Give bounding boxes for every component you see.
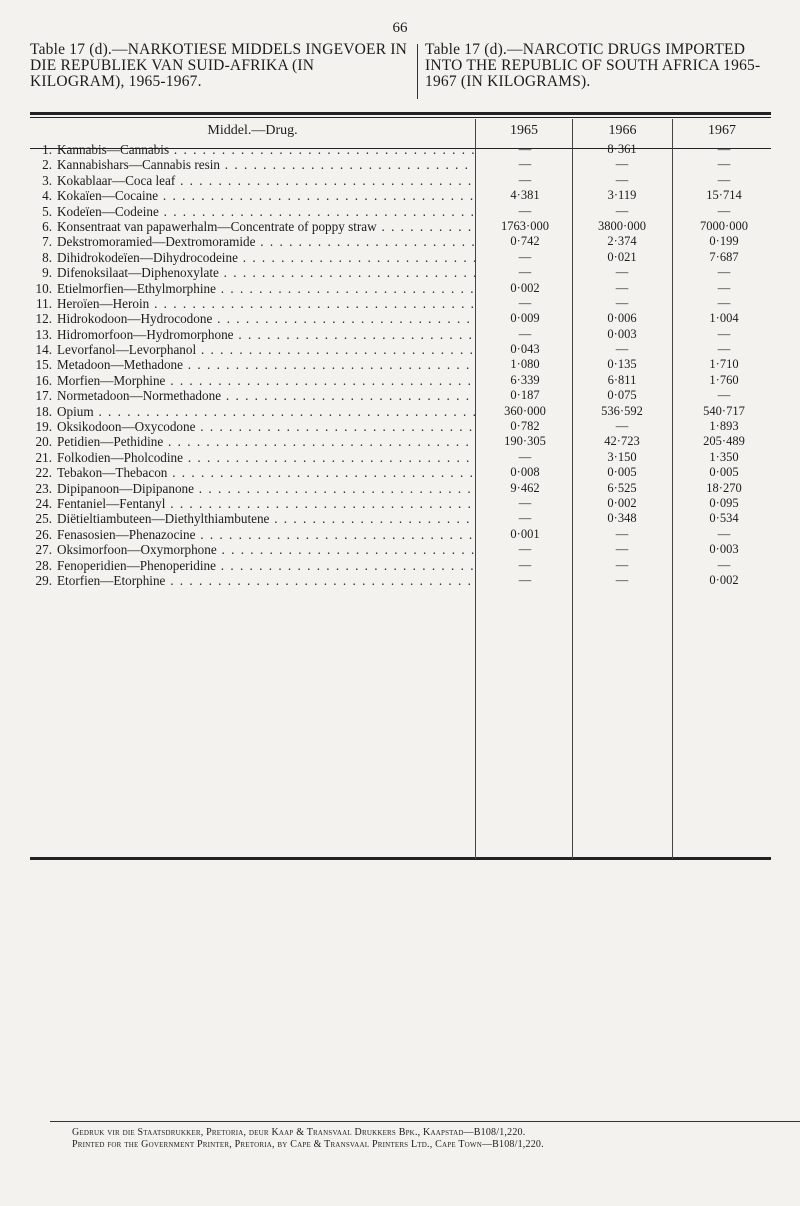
value-1966: 8·361 — [607, 142, 637, 156]
table-row — [30, 388, 771, 403]
row-number: 24. — [35, 495, 52, 511]
value-1966: — — [615, 542, 629, 557]
row-number: 8. — [42, 249, 52, 265]
value-1966: — — [615, 295, 629, 310]
value-1965: 1·080 — [510, 357, 540, 372]
value-1966: 0·075 — [607, 388, 637, 403]
row-number: 18. — [35, 403, 52, 419]
value-1967: 0·095 — [709, 495, 739, 510]
row-number: 11. — [36, 295, 52, 311]
table-row — [30, 188, 771, 203]
footer-rule — [50, 1121, 800, 1122]
drug-name: Metadoon—Methadone . . . — [57, 357, 475, 372]
title-english: Table 17 (d).—NARCOTIC DRUGS IMPORTED INTO THE REPUBLIC OF SOUTH AFRICA 1965-1967 (IN KILOGRAMS). — [425, 41, 761, 90]
value-1967: — — [717, 280, 731, 295]
table-row — [30, 357, 771, 372]
table-row — [30, 342, 771, 357]
value-1967: — — [717, 172, 731, 187]
value-1965: 1763·000 — [501, 218, 549, 233]
table-row — [30, 465, 771, 480]
row-number: 29. — [35, 572, 52, 588]
value-1965: 0·008 — [510, 465, 540, 480]
drug-name: Fentaniel—Fentanyl . . . — [57, 496, 475, 511]
drug-name: Etielmorfien—Ethylmorphine . . . — [57, 281, 475, 296]
value-1965: — — [518, 157, 532, 172]
value-1965: — — [518, 295, 532, 310]
table-row — [30, 481, 771, 496]
value-1967: 18·270 — [706, 480, 742, 495]
value-1965: 0·002 — [510, 280, 540, 295]
value-1966: 3·150 — [607, 449, 637, 464]
table-row — [30, 419, 771, 434]
value-1967: — — [717, 142, 731, 156]
table-row — [30, 265, 771, 280]
row-number: 23. — [35, 480, 52, 496]
value-1965: — — [518, 265, 532, 280]
value-1967: — — [717, 326, 731, 341]
table-row — [30, 142, 771, 157]
drug-name: Dihidrokodeïen—Dihydrocodeine . . . — [57, 250, 475, 265]
drug-name: Normetadoon—Normethadone . . . — [57, 388, 475, 403]
value-1965: 0·187 — [510, 388, 540, 403]
table-top-rule — [30, 112, 771, 115]
drug-name: Hidromorfoon—Hydromorphone . . . — [57, 327, 475, 342]
value-1965: — — [518, 572, 532, 587]
table-row — [30, 450, 771, 465]
row-number: 9. — [42, 265, 52, 281]
drug-name: Oksikodoon—Oxycodone . . . — [57, 419, 475, 434]
value-1965: 0·782 — [510, 419, 540, 434]
value-1967: 0·534 — [709, 511, 739, 526]
value-1966: — — [615, 157, 629, 172]
value-1967: 0·005 — [709, 465, 739, 480]
value-1967: 205·489 — [703, 434, 745, 449]
value-1966: 0·006 — [607, 311, 637, 326]
value-1966: — — [615, 342, 629, 357]
value-1965: — — [518, 449, 532, 464]
drug-name: Oksimorfoon—Oxymorphone . . . — [57, 542, 475, 557]
row-number: 4. — [42, 188, 52, 204]
value-1966: — — [615, 172, 629, 187]
value-1967: 7000·000 — [700, 218, 748, 233]
value-1965: — — [518, 557, 532, 572]
table-row — [30, 296, 771, 311]
row-number: 2. — [42, 157, 52, 173]
row-number: 26. — [35, 526, 52, 542]
drug-name: Kokaïen—Cocaine . . . — [57, 188, 475, 203]
value-1966: — — [615, 419, 629, 434]
value-1965: 190·305 — [504, 434, 546, 449]
title-afrikaans: Table 17 (d).—NARKOTIESE MIDDELS INGEVOER IN DIE REPUBLIEK VAN SUID-AFRIKA (IN KILOGRAM), 1965-1967. — [30, 41, 408, 90]
drug-name: Heroïen—Heroin . . . — [57, 296, 475, 311]
row-number: 1. — [42, 142, 52, 157]
table-row — [30, 496, 771, 511]
drug-name: Dekstromoramied—Dextromoramide . . . — [57, 234, 475, 249]
value-1965: 9·462 — [510, 480, 540, 495]
value-1965: — — [518, 172, 532, 187]
value-1965: 0·742 — [510, 234, 540, 249]
table-row — [30, 157, 771, 172]
value-1966: 0·348 — [607, 511, 637, 526]
row-number: 7. — [42, 234, 52, 250]
table-body — [30, 142, 771, 588]
value-1966: — — [615, 203, 629, 218]
value-1967: 0·199 — [709, 234, 739, 249]
table-row — [30, 527, 771, 542]
page-number: 66 — [392, 20, 408, 36]
table-row — [30, 373, 771, 388]
drug-name: Opium . . . — [57, 404, 475, 419]
value-1966: 3800·000 — [598, 218, 646, 233]
drug-name: Folkodien—Pholcodine . . . — [57, 450, 475, 465]
drug-name: Tebakon—Thebacon . . . — [57, 465, 475, 480]
row-number: 13. — [35, 326, 52, 342]
value-1966: 0·021 — [607, 249, 637, 264]
footer-line-english: Printed for the Government Printer, Pretoria, by Cape & Transvaal Printers Ltd., Cape Town—B108/1,220. — [72, 1139, 544, 1150]
value-1965: — — [518, 542, 532, 557]
row-number: 21. — [35, 449, 52, 465]
footer-line-afrikaans: Gedruk vir die Staatsdrukker, Pretoria, deur Kaap & Transvaal Drukkers Bpk., Kaapstad—B108/1,220. — [72, 1127, 526, 1138]
value-1965: — — [518, 203, 532, 218]
value-1966: — — [615, 280, 629, 295]
row-number: 5. — [42, 203, 52, 219]
drug-name: Kannabishars—Cannabis resin . . . — [57, 157, 475, 172]
value-1965: — — [518, 142, 532, 156]
value-1966: 2·374 — [607, 234, 637, 249]
value-1965: 0·009 — [510, 311, 540, 326]
drug-name: Petidien—Pethidine . . . — [57, 434, 475, 449]
drug-name: Levorfanol—Levorphanol . . . — [57, 342, 475, 357]
value-1967: — — [717, 526, 731, 541]
drug-name: Fenasosien—Phenazocine . . . — [57, 527, 475, 542]
header-drug: Middel.—Drug. — [207, 123, 298, 138]
value-1967: 0·002 — [709, 572, 739, 587]
row-number: 28. — [35, 557, 52, 573]
row-number: 6. — [42, 218, 52, 234]
value-1965: — — [518, 249, 532, 264]
drug-name: Kodeïen—Codeine . . . — [57, 204, 475, 219]
value-1966: 0·002 — [607, 495, 637, 510]
drug-name: Hidrokodoon—Hydrocodone . . . — [57, 311, 475, 326]
value-1965: — — [518, 326, 532, 341]
value-1967: 540·717 — [703, 403, 745, 418]
row-number: 16. — [35, 372, 52, 388]
value-1966: 0·003 — [607, 326, 637, 341]
value-1966: 6·811 — [607, 372, 637, 387]
drug-name: Fenoperidien—Phenoperidine . . . — [57, 558, 475, 573]
row-number: 3. — [42, 172, 52, 188]
value-1967: 7·687 — [709, 249, 739, 264]
table-row — [30, 173, 771, 188]
row-number: 20. — [35, 434, 52, 450]
table-row — [30, 511, 771, 526]
value-1966: 3·119 — [607, 188, 637, 203]
row-number: 27. — [35, 542, 52, 558]
header-1966: 1966 — [608, 123, 637, 138]
value-1966: 0·005 — [607, 465, 637, 480]
table-row — [30, 219, 771, 234]
value-1965: 360·000 — [504, 403, 546, 418]
printer-footer — [72, 1127, 772, 1151]
value-1966: — — [615, 265, 629, 280]
drug-name: Morfien—Morphine . . . — [57, 373, 475, 388]
value-1967: — — [717, 342, 731, 357]
value-1967: — — [717, 295, 731, 310]
drug-name: Kannabis—Cannabis . . . — [57, 142, 475, 157]
row-number: 19. — [35, 419, 52, 435]
table-row — [30, 250, 771, 265]
table-row — [30, 234, 771, 249]
row-number: 10. — [35, 280, 52, 296]
value-1967: 15·714 — [706, 188, 742, 203]
row-number: 14. — [35, 342, 52, 358]
header-1965: 1965 — [510, 123, 538, 138]
table-row — [30, 327, 771, 342]
drug-name: Etorfien—Etorphine . . . — [57, 573, 475, 588]
table-row — [30, 434, 771, 449]
drug-name: Diëtieltiambuteen—Diethylthiambutene . . . — [57, 511, 475, 526]
table-row — [30, 404, 771, 419]
row-number: 15. — [35, 357, 52, 373]
table-row — [30, 311, 771, 326]
header-1967: 1967 — [708, 123, 736, 138]
value-1967: — — [717, 203, 731, 218]
value-1966: — — [615, 526, 629, 541]
value-1967: — — [717, 157, 731, 172]
row-number: 22. — [35, 465, 52, 481]
narcotics-table — [30, 112, 771, 860]
value-1965: — — [518, 495, 532, 510]
table-row — [30, 281, 771, 296]
value-1966: 6·525 — [607, 480, 637, 495]
value-1967: 1·710 — [709, 357, 739, 372]
table-row — [30, 542, 771, 557]
row-number: 25. — [35, 511, 52, 527]
value-1965: 0·001 — [510, 526, 540, 541]
drug-name: Difenoksilaat—Diphenoxylate . . . — [57, 265, 475, 280]
value-1967: 1·004 — [709, 311, 739, 326]
drug-name: Kokablaar—Coca leaf . . . — [57, 173, 475, 188]
table-row — [30, 204, 771, 219]
value-1966: — — [615, 572, 629, 587]
table-bottom-rule — [30, 857, 771, 860]
value-1967: — — [717, 388, 731, 403]
title-divider — [417, 44, 418, 99]
value-1966: 42·723 — [604, 434, 640, 449]
value-1967: 1·350 — [709, 449, 739, 464]
value-1966: — — [615, 557, 629, 572]
row-number: 12. — [35, 311, 52, 327]
value-1967: 1·893 — [709, 419, 739, 434]
row-number: 17. — [35, 388, 52, 404]
table-row — [30, 573, 771, 588]
value-1967: 1·760 — [709, 372, 739, 387]
value-1967: — — [717, 265, 731, 280]
value-1965: — — [518, 511, 532, 526]
value-1965: 4·381 — [510, 188, 540, 203]
table-titles — [30, 42, 770, 104]
value-1965: 0·043 — [510, 342, 540, 357]
value-1965: 6·339 — [510, 372, 540, 387]
value-1967: — — [717, 557, 731, 572]
table-row — [30, 558, 771, 573]
value-1966: 0·135 — [607, 357, 637, 372]
value-1966: 536·592 — [601, 403, 643, 418]
drug-name: Dipipanoon—Dipipanone . . . — [57, 481, 475, 496]
drug-name: Konsentraat van papawerhalm—Concentrate of poppy straw . . . — [57, 219, 475, 234]
value-1967: 0·003 — [709, 542, 739, 557]
